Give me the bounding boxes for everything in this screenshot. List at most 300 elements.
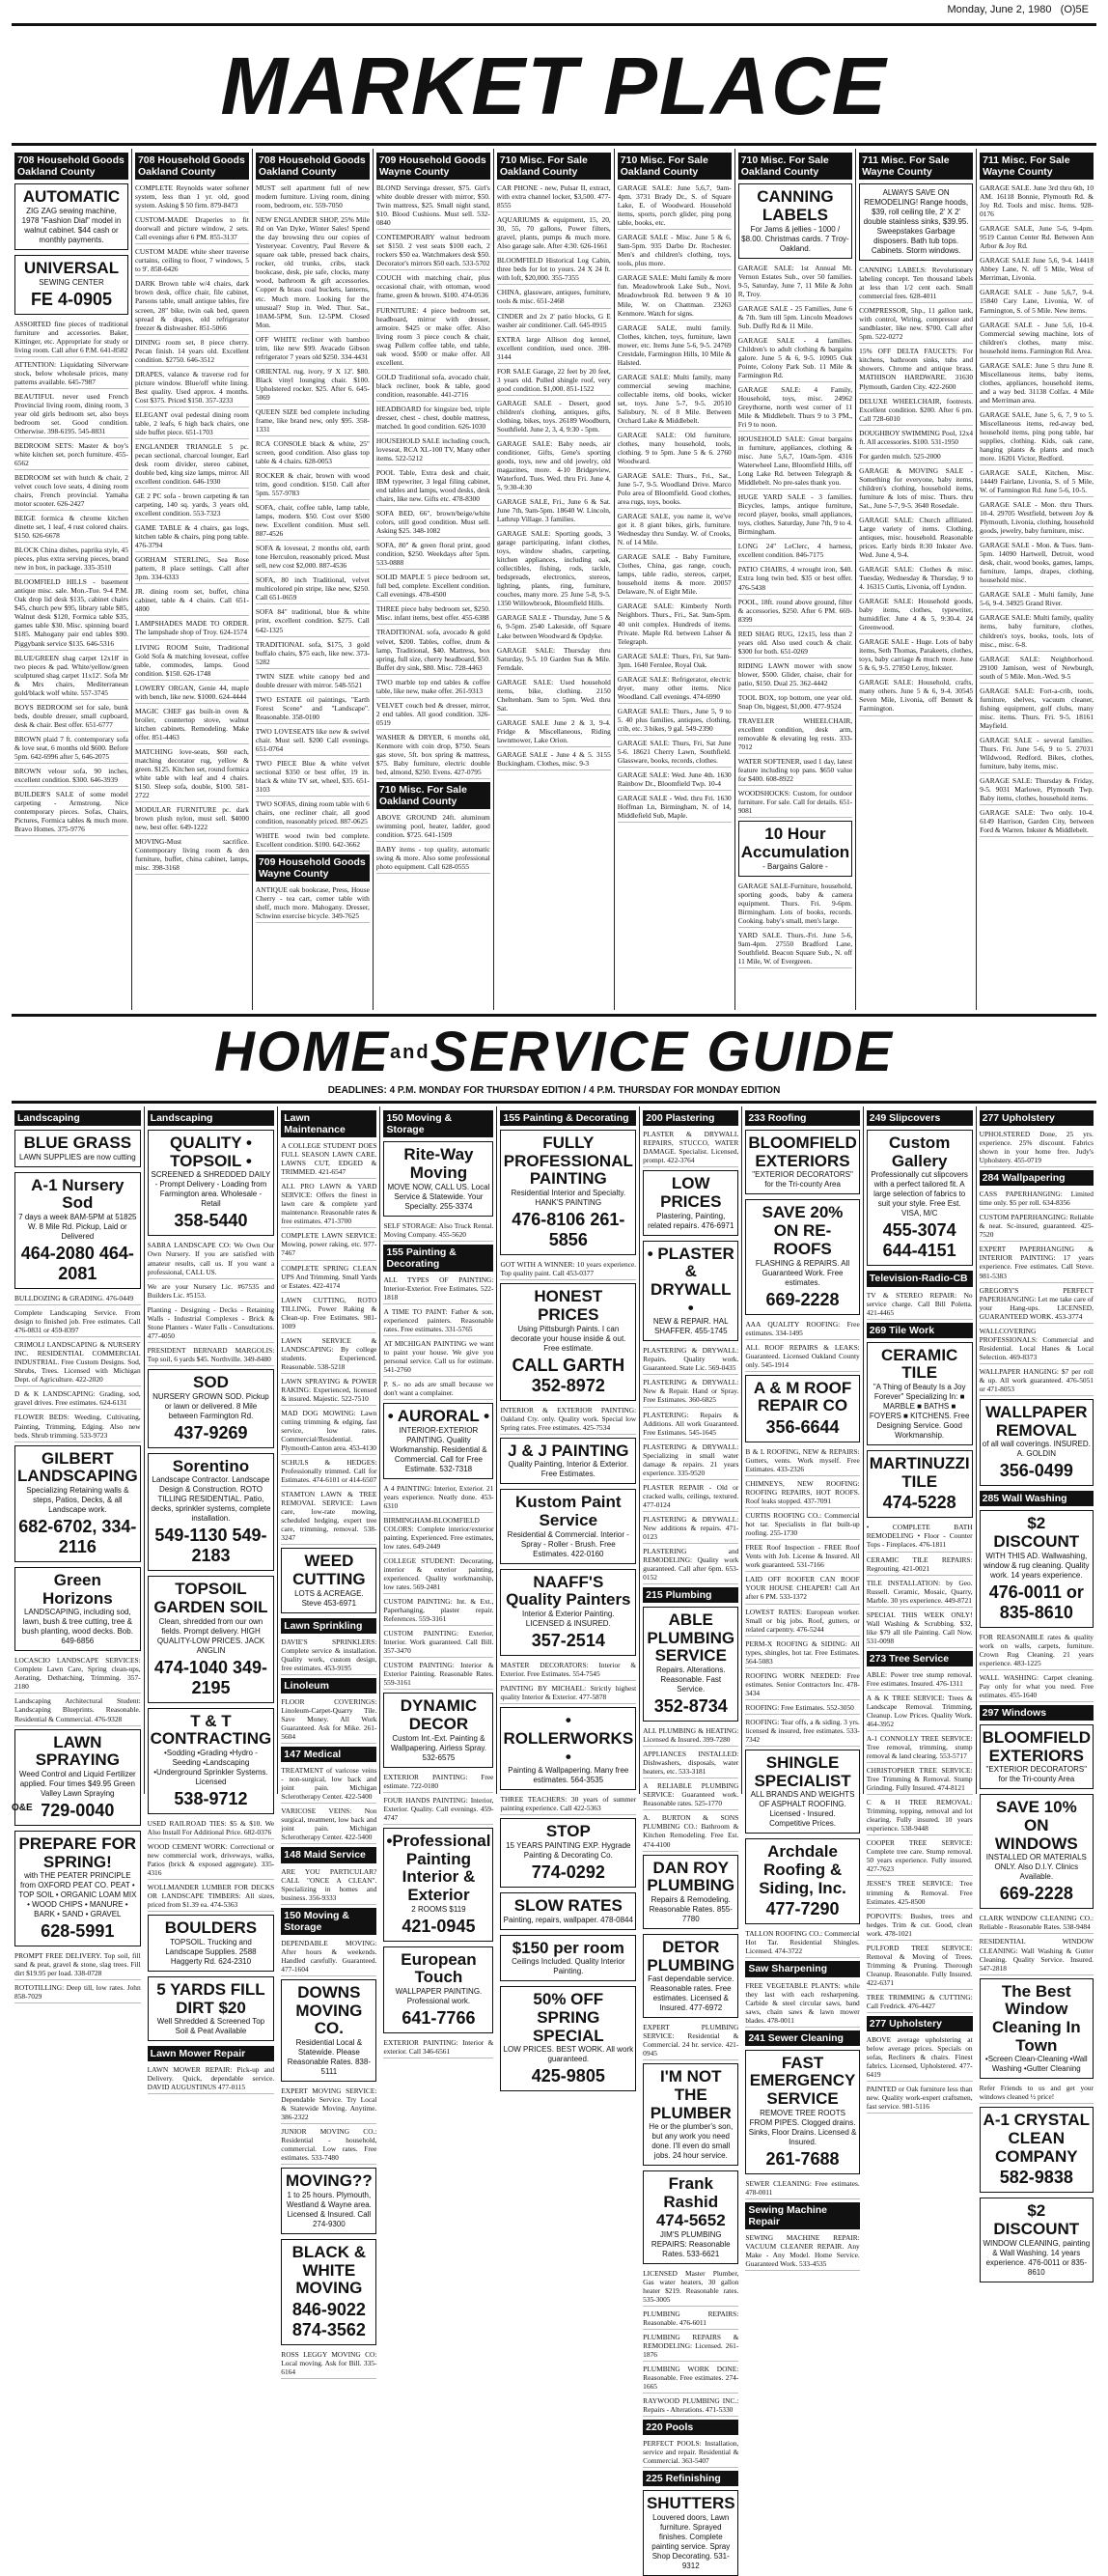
display-ad-headline: T & T CONTRACTING <box>150 1711 272 1749</box>
classified-ad: RESIDENTIAL WINDOW CLEANING: Wall Washing & Gutter Cleaning. Quality Service. Insured. 547-2818 <box>980 1937 1094 1974</box>
display-ad-text: FLASHING & REPAIRS. All Guaranteed Work. Free estimates. <box>755 1258 850 1287</box>
display-ad-text: He or the plumber's son, but any work you need done. I'll even do small jobs. 24 hour service. <box>649 2122 734 2161</box>
classified-ad: TRAVELER WHEELCHAIR, excellent condition, desk arm, removable & elevating leg rests. 333-7012 <box>738 716 852 754</box>
display-ad <box>643 1170 738 1235</box>
classified-ad: TV & STEREO REPAIR: No service charge. Call Bill Poletta. 421-4465 <box>867 1291 973 1320</box>
display-ad-phone: 669-2228 <box>999 1884 1073 1904</box>
classified-ad: GARAGE SALE: Church affiliated. Large variety of items. Clothing, antiques, misc. household. Reasonable prices. Early birds 8:30 Inkster Ave. Wed. June 4, 9-4. <box>859 516 973 562</box>
classified-ad: CUSTOM PAINTING: Exterior, Interior. Work guaranteed. Call Bill. 357-3470 <box>383 1629 493 1658</box>
classified-ad: GARAGE SALE: Refrigerator, electric dryer, many other items. Nice Woodland. Call evenings. 474-6990 <box>618 675 732 704</box>
classified-ad: LOWEST RATES: European worker. Small or big jobs. Roof, gutters, or related carpentry. 476-5244 <box>745 1608 859 1637</box>
classified-ad: DRAPES, valance & traverse rod for picture window. Blue/off white lining. Best quality. Used approx. 4 months. Cost $375. Priced $150. 357-3233 <box>135 370 249 407</box>
section-heading: Sewing Machine Repair <box>745 2202 859 2229</box>
display-ad <box>14 1130 141 1167</box>
classified-ad: P. S.- no ads are small because we don't want a complainer. <box>383 1380 493 1400</box>
classified-ad: PAINTING BY MICHAEL: Strictly highest quality Interior & Exterior. 477-5878 <box>500 1684 636 1704</box>
display-ad-headline: CERAMIC TILE <box>881 1345 958 1383</box>
classified-ad: PLASTERING & DRYWALL: Repairs. Quality work. Guaranteed. State Lic. 569-0435 <box>643 1346 738 1375</box>
classified-ad: BEDROOM set with hutch & chair, 2 velvet couch love seats, 4 dining room chairs, French provincial. Yamaha motor scooter. 626-2427 <box>14 473 128 511</box>
display-ad-text: WINDOW CLEANING, painting & Wall Washing. 14 years experience. 476-0011 or 835-8610 <box>983 2238 1091 2277</box>
display-ad-text: LAWN SUPPLIES are now cutting <box>19 1152 136 1162</box>
classified-column <box>252 149 373 1010</box>
section-heading: 710 Misc. For Sale Oakland County <box>376 782 490 809</box>
display-ad-headline: A & M ROOF REPAIR CO <box>753 1378 852 1415</box>
display-ad-phone: 549-1130 549-2183 <box>154 1526 267 1566</box>
classified-ad: ABOVE GROUND 24ft. aluminum swimming pool, heater, ladder, good condition. $725. 641-1509 <box>376 813 490 842</box>
display-ad-text: Custom Int.-Ext. Painting & Wallpapering. Airless Spray. 532-6575 <box>390 1733 487 1762</box>
section-heading: Lawn Sprinkling <box>281 1618 376 1634</box>
classified-ad: CUSTOM PAPERHANGING: Reliable & neat. Sc-insured, guaranteed. 425-7520 <box>980 1213 1094 1242</box>
classified-ad: BLOOMFIELD Historical Log Cabin, three beds for lot to yours. 24 X 24 ft. with loft, $20,000. 355-7355 <box>497 256 611 285</box>
classified-ad: QUEEN SIZE bed complete including frame, like brand new, only $95. 358-1331 <box>256 407 370 436</box>
display-ad-headline: MOVING?? <box>285 2171 373 2191</box>
display-ad <box>383 1828 493 1942</box>
classified-ad: GARAGE SALE - Desert, good children's clothing, antiques, gifts, clothing, bikes, toys. 26189 Woodburn, Southfield. June 2, 3, 4, 9:30 - 5pm. <box>497 399 611 436</box>
display-ad-text: Residential Interior and Specialty. HANK'S PAINTING <box>511 1189 626 1208</box>
display-ad <box>14 1831 141 1946</box>
classified-column <box>741 1106 862 2269</box>
classified-ad: GARAGE SALE: Wed. June 4th. 1630 Rainbow Dr., Bloomfield Twp. 10-4 <box>618 770 732 791</box>
display-ad <box>745 1199 859 1314</box>
classified-ad: DARK Brown table w/4 chairs, dark brown desk, office chair, file cabinet, Parsons table, small antique tables, fire screen, 28" bike, twin oak bed, queen spread & drapes, old refrigerator freezer & dishwasher. 851-5066 <box>135 279 249 334</box>
classified-column <box>144 1106 278 2092</box>
display-ad-headline: TOPSOIL GARDEN SOIL <box>153 1580 268 1616</box>
display-ad-headline: SOD <box>193 1372 229 1391</box>
classified-ad: PAINTED or Oak furniture less than new. Quality work-expert craftsmen, fast service. 981-5116 <box>867 2085 973 2114</box>
display-ad <box>643 1241 738 1342</box>
display-ad-text: Quality Painting, Interior & Exterior. Free Estimates. <box>508 1460 629 1479</box>
display-ad-text: LOTS & ACREAGE. Steve 453-6971 <box>294 1588 364 1608</box>
display-ad-phone: 476-0011 or 835-8610 <box>988 1582 1084 1622</box>
date-line: Monday, June 2, 1980 (O)5E <box>947 4 1089 15</box>
display-ad-text: Residential & Commercial. Interior - Spray - Roller - Brush. Free Estimates. 422-0160 <box>507 1529 629 1558</box>
classified-ad: RAYWOOD PLUMBING INC.: Repairs - Alterations. 471-5330 <box>643 2396 738 2417</box>
classified-ad: WASHER & DRYER, 6 months old, Kenmore with coin drop, $750. Sears gas stove, 5ft. box spring & mattress, $75. Baby furniture, electric double bed, almond, $250. Evens. 427-0795 <box>376 733 490 779</box>
classified-ad: GARAGE SALE: 4 Family, Household, toys, misc. 24962 Greythorne, north west corner of 11 Mile & Middlebelt. Thurs 9 to 3 PM., Fri 9 to noon. <box>738 385 852 432</box>
classified-ad: PLASTER & DRYWALL REPAIRS, STUCCO, WATER DAMAGE. Specialist. Licensed, prompt. 422-3764 <box>643 1130 738 1167</box>
classified-ad: LOCASCIO LANDSCAPE SERVICES: Complete Lawn Care, Spring clean-ups, Aerating, Dethatching, Trimming. 357-2180 <box>14 1656 141 1694</box>
display-ad-text: 1 to 25 hours. Plymouth, Westland & Wayne area. Licensed & Insured. Call 274-9300 <box>286 2190 372 2228</box>
classified-ad: COMPRESSOR, 5hp., 11 gallon tank, with control, Wiring, compressor and sandblaster, like new. $700. Call after 5pm. 522-0272 <box>859 306 973 344</box>
classified-ad: SELF STORAGE: Also Truck Rental. Moving Company. 455-5620 <box>383 1221 493 1242</box>
classified-ad: • COMPLETE BATH REMODELING • Floor - Counter Tops - Fireplaces. 476-1811 <box>867 1523 973 1552</box>
classified-ad: BUILDER'S SALE of some model carpeting - Armstrong. Nice contemporary pieces. Sofas, Chairs, Pictures, Formica tables & much more. Bravo Homes. 375-9776 <box>14 790 128 836</box>
classified-ad: SPECIAL THIS WEEK ONLY! Wall Washing & Scrubbing. $32, like $79 all tile Painting. Call Now. 531-0098 <box>867 1610 973 1648</box>
classified-ad: TWO ESTATE oil paintings, "Earth Forest Scene" and "Landscape". Reasonable. 358-0100 <box>256 695 370 724</box>
classified-ad: TILE INSTALLATION: by Geo. Russell. Ceramic, Mosaic, Quarry, Marble. 30 yrs experience. 449-8721 <box>867 1579 973 1608</box>
display-ad-headline: LAWN SPRAYING <box>35 1732 120 1770</box>
classified-ad: We are your Nursery Lic. #67535 and Builders Lic. #5153. <box>148 1282 275 1302</box>
display-ad <box>148 1130 275 1236</box>
classified-ad: DAVIE'S SPRINKLERS: Complete service & installation. Quality work, custom design, free estimates. 453-9195 <box>281 1638 376 1675</box>
display-ad-text: ALWAYS SAVE ON REMODELING! Range hoods, $39, roll ceiling tile, 2' X 2' double stainless sinks, $39.95. Sweepstakes Garbage disposers. Bath tub tops. Cabinets. Storm windows. <box>863 188 969 256</box>
classified-ad: COMPLETE SPRING CLEAN UPS And Trimming. Small Yards or Estates. 422-4174 <box>281 1264 376 1293</box>
classified-ad: COMPLETE LAWN SERVICE: Mowing, power raking, etc. 977-7467 <box>281 1231 376 1260</box>
classified-ad: LAWN SPRAYING & POWER RAKING: Experienced, licensed & insured. Majestic. 522-7510 <box>281 1377 376 1406</box>
market-columns <box>12 149 1096 1010</box>
display-ad-headline: HONEST PRICES <box>534 1287 603 1324</box>
classified-ad: CLARK WINDOW CLEANING CO.: Reliable - Reasonable Rates. 538-9484 <box>980 1914 1094 1934</box>
display-ad-headline: A-1 CRYSTAL CLEAN COMPANY <box>983 2111 1091 2166</box>
section-heading: Saw Sharpening <box>745 1961 859 1976</box>
display-ad-headline: BLACK & WHITE MOVING <box>291 2242 367 2298</box>
display-ad-text: "A Thing of Beauty Is a Joy Forever" Specializing In: ■ MARBLE ■ BATHS ■ FOYERS ■ KITCHENS. Free Designing Service. Good Workmanship. <box>869 1383 970 1441</box>
classified-ad: SOFA, 80 inch Traditional, velvet multicolored pin stripe, like new, $250. Call 651-0659 <box>256 575 370 604</box>
display-ad <box>148 1576 275 1702</box>
classified-ad: PLUMBING REPAIRS & REMODELING: Licensed. 261-1876 <box>643 2333 738 2362</box>
classified-ad: TRADITIONAL sofa, avocado & gold velvet, $200. Tables, coffee, drum & lamp, Traditional, $40. Mattress, box spring, full size, cherry headboard, $50. Buffet dry sink, $80. Misc. 728-4463 <box>376 628 490 674</box>
display-ad <box>867 1450 973 1518</box>
display-ad-phone: 476-8106 261-5856 <box>512 1210 625 1250</box>
display-ad-text: For Jams & jellies - 1000 / $8.00. Christmas cards. 7 Troy-Oakland. <box>741 224 849 253</box>
classified-ad: SEWING MACHINE REPAIR: VACUUM CLEANER REPAIR. Any Make - Any Model. Home Service. Guaranteed Work. 533-4535 <box>745 2233 859 2271</box>
classified-ad: BLOND Servinga dresser, $75. Girl's white double dresser with mirror, $50. Twin mattress, $25. Small night stand, $10. Blood Cushions. Must sell. 532-0840 <box>376 183 490 230</box>
classified-column <box>379 1106 496 2057</box>
classified-ad: FOR SALE Garage, 22 feet by 20 feet, 3 years old. Pulled shingle roof, very good condition. $1,000. 851-1522 <box>497 367 611 396</box>
display-ad-phone: 641-7766 <box>402 2008 476 2029</box>
display-ad <box>745 1130 859 1194</box>
classified-ad: Complete Landscaping Service. From design to finished job. Free estimates. Call 476-0831 or 459-8397 <box>14 1308 141 1337</box>
display-ad-text: MOVE NOW, CALL US. Local Service & Statewide. Your Specialty. 255-3374 <box>387 1182 490 1211</box>
classified-ad: GARAGE SALE - 4 families. Children's to adult clothing & bargains galore. June 5 & 6, 9-5. 10905 Oak Pointe, Colony Park Sub. 11 Mile & Farmington Rd. <box>738 336 852 382</box>
classified-ad: ALL PLUMBING & HEATING: Licensed & Insured. 399-7280 <box>643 1726 738 1747</box>
display-ad <box>383 1693 493 1767</box>
classified-ad: Planting - Designing - Decks - Retaining Walls - Industrial Complexes - Brick & Stone Planters - Water Falls - Consultations. 477-4050 <box>148 1305 275 1343</box>
display-ad <box>14 183 128 250</box>
classified-ad: LAMPSHADES MADE TO ORDER. The lampshade shop of Troy. 624-1574 <box>135 619 249 639</box>
classified-ad: EXPERT PAPERHANGING & INTERIOR PAINTING: 17 years experience. Free estimates. Call Steve. 981-5383 <box>980 1245 1094 1282</box>
display-ad-text: TOPSOIL. Trucking and Landscape Supplies. 2588 Haggerty Rd. 624-2310 <box>165 1937 257 1966</box>
display-ad-headline: BLOOMFIELD EXTERIORS <box>982 1727 1091 1765</box>
display-ad <box>281 1548 376 1612</box>
classified-ad: WOLLMANDER LUMBER FOR DECKS OR LANDSCAPE TIMBERS: All sizes, priced from $1.39 ea. 474-5363 <box>148 1883 275 1912</box>
display-ad-phone: 477-7290 <box>765 1899 840 1919</box>
classified-ad: GARAGE SALE June 5,6, 9-4. 14418 Abbey Lane, N. off 5 Mile, West of Merriman, Livonia. <box>980 256 1094 285</box>
service-top-rule <box>12 1014 1096 1017</box>
display-ad <box>980 1978 1094 2080</box>
classified-ad: WOOD CEMENT WORK: Correctional or new commercial work, driveways, walks, Patios (brick & exposed aggregate). 335-4316 <box>148 1842 275 1880</box>
classified-ad: MUST sell apartment full of new modern furniture. Living room, dining room, bedroom, etc. 559-7050 <box>256 183 370 212</box>
top-rule <box>12 23 1096 26</box>
classified-ad: RIDING LAWN mower with snow blower, $500. Glider, chaise, chair for patio, $150. Dual 25. 362-4442 <box>738 661 852 690</box>
section-heading: 277 Upholstery <box>980 1110 1094 1126</box>
classified-ad: B & L ROOFING, NEW & REPAIRS: Gutters, vents. Work myself. Free Estimates. 433-2326 <box>745 1447 859 1476</box>
footer-mark: O&E <box>12 1803 33 1813</box>
classified-ad: PERFECT POOLS: Installation, service and repair. Residential & Commercial. 363-5407 <box>643 2439 738 2468</box>
classified-ad: CURTIS ROOFING CO.: Commercial hot tar. Specialists in flat built-up roofing. 255-1730 <box>745 1511 859 1540</box>
classified-ad: ROOFING: Free Estimates. 552-3050 <box>745 1703 859 1715</box>
display-ad-headline: $2 DISCOUNT <box>993 2201 1080 2239</box>
classified-ad: SOFA & loveseat, 2 months old, earth tone Herculon, reasonably priced. Must sell, new cost $2,000. 887-4536 <box>256 544 370 573</box>
classified-ad: GARAGE SALE: Multi family, quality items, baby furniture, clothes, children's toys, books, tools, lots of misc., misc. 6-8. <box>980 613 1094 651</box>
classified-ad: ROSS LEGGY MOVING CO: Local moving. Ask for Bill. 335-6164 <box>281 2350 376 2379</box>
display-ad-phone: 628-5991 <box>41 1921 115 1942</box>
section-heading: 241 Sewer Cleaning <box>745 2030 859 2046</box>
display-ad-text: Well Shredded & Screened Top Soil & Peat Available <box>156 2017 265 2036</box>
section-heading: 273 Tree Service <box>867 1651 973 1666</box>
display-ad-headline: SLOW RATES <box>513 1896 623 1916</box>
classified-ad: JUNIOR MOVING CO.: Residential - household, commercial. Low rates. Free estimates. 533-7480 <box>281 2127 376 2165</box>
display-ad <box>738 183 852 258</box>
classified-ad: PROMPT FREE DELIVERY. Top soil, fill sand & peat, gravel & stone, slag trees. Fill dirt $19.95 per load. 338-0728 <box>14 1951 141 1980</box>
classified-ad: ENGLANDER TRIANGLE 5 pc. pecan sectional, charcoal lounger, Earl desk room divider, stereo cabinet, double bed, king size lamps, mirror. All excellent condition. 646-1930 <box>135 442 249 489</box>
display-ad-text: Plastering, Painting, related repairs. 476-6971 <box>648 1211 734 1230</box>
classified-ad: GARAGE SALE - Mon. & Tues. 9am-5pm. 14090 Hartwell, Detroit, wood desk, chair, wood books, games, lamps, furniture, lamps, drapes, clothing, household misc. <box>980 541 1094 587</box>
classified-column <box>855 149 976 1010</box>
display-ad-phone: 846-9022 874-3562 <box>291 2299 366 2339</box>
section-heading: 710 Misc. For Sale Oakland County <box>618 153 732 180</box>
display-ad-text: SCREENED & SHREDDED DAILY - Prompt Delivery - Loading from Farmington area. Wholesale - Retail <box>151 1170 271 1209</box>
display-ad <box>148 1976 275 2041</box>
section-heading: 710 Misc. For Sale Oakland County <box>738 153 852 180</box>
classified-ad: MODULAR FURNITURE pc. dark brown plush nylon, must sell. $4000 new, best offer. 649-1222 <box>135 805 249 834</box>
display-ad-headline: AUTOMATIC <box>22 187 121 207</box>
classified-ad: CAR PHONE - new, Pulsar II, extract, with extra channel locker, $3,500. 477-8555 <box>497 183 611 212</box>
classified-ad: COOPER TREE SERVICE: Complete tree care. Stump removal. 50 years experience. Fully insured. 427-7623 <box>867 1838 973 1876</box>
display-ad-headline: WALLPAPER REMOVAL <box>985 1402 1088 1440</box>
display-ad-phone: 474-1040 349-2195 <box>153 1657 268 1697</box>
classified-ad: ABOVE average upholstering at below average prices. Specials on sofas, Recliners & chairs. Finest fabrics. Licensed, Upholstered. 477-6419 <box>867 2035 973 2082</box>
section-heading: 150 Moving & Storage <box>281 1908 376 1935</box>
classified-ad: ALL PRO LAWN & YARD SERVICE: Offers the finest in lawn care & complete yard maintenance. Reasonable rates & free estimates. 471-3700 <box>281 1182 376 1228</box>
classified-ad: GARAGE SALE, multi family. Clothes, kitchen, toys, furniture, lawn mower, etc. Items June 5-6, 9-5. 24769 Crestdale, Farmington Hills, 10 Mile & Halsted. <box>618 323 732 370</box>
classified-ad: For garden mulch. 525-2000 <box>859 452 973 463</box>
display-ad-headline: A-1 Nursery Sod <box>31 1175 125 1213</box>
display-ad-headline: •Professional Painting Interior & Exterior <box>386 1831 491 1904</box>
section-heading: Linoleum <box>281 1678 376 1694</box>
display-ad-phone: 538-9712 <box>174 1788 248 1808</box>
display-ad-phone: 474-5228 <box>882 1493 956 1513</box>
display-ad-headline: FAST EMERGENCY SERVICE <box>749 2053 856 2109</box>
display-ad-headline: Green Horizons <box>42 1570 113 1608</box>
classified-ad: PLASTER REPAIR - Old or cracked walls, ceilings, textured. 477-0124 <box>643 1483 738 1512</box>
display-ad-headline: • ROLLERWORKS • <box>503 1711 634 1766</box>
display-ad <box>643 1855 738 1929</box>
classified-ad: GARAGE SALE - Mon. thru Thurs. 10-4. 29705 Westfield, between Joy & Plymouth, Livonia, clothing, household goods, jewelry, baby furniture, misc. <box>980 500 1094 538</box>
classified-ad: GARAGE SALE - Wed. thru Fri. 1630 Hoffman Ln, Birmingham, N. of 14, Middlefield Sub, Maple. <box>618 794 732 823</box>
classified-ad: ABLE: Power tree stump removal. Free estimates. Insured. 476-1311 <box>867 1670 973 1691</box>
display-ad-phone: 421-0945 <box>402 1916 476 1936</box>
classified-ad: JESSE'S TREE SERVICE: Tree trimming & Removal. Free Estimates. 425-8500 <box>867 1879 973 1908</box>
classified-ad: HEADBOARD for kingsize bed, triple dresser, chest - chest, double mattress, matched. In good condition. 626-1030 <box>376 405 490 434</box>
classified-ad: LICENSED Master Plumber, Gas water heaters, 30 gallon heater $219. Reasonable rates. 535-3005 <box>643 2269 738 2307</box>
classified-column <box>496 1106 639 2086</box>
display-ad-headline: 10 Hour Accumulation <box>740 825 850 861</box>
service-rule <box>12 1101 1096 1104</box>
display-ad-headline: CANNING LABELS <box>757 187 834 224</box>
classified-ad: LOWERY ORGAN, Genie 44, maple with bench, like new. $1000. 624-4444 <box>135 684 249 704</box>
classified-ad: GARAGE SALE: Two only. 10-4. 6149 Harrison, Garden City, between Ford & Warren. Inkster & Middlebelt. <box>980 808 1094 837</box>
classified-ad: TREE TRIMMING & CUTTING: Call Fredrick. 476-4427 <box>867 1993 973 2013</box>
classified-ad: COMPLETE Reynolds water softener system, less than 1 yr. old, good system. Asking $ 50 firm. 879-8473 <box>135 183 249 212</box>
classified-ad: YARD SALE. Thurs.-Fri. June 5-6, 9am-4pm. 27550 Bradford Lane, Southfield. Beacon Square Sub., N. off 11 Mile, W. of Evergreen. <box>738 931 852 968</box>
classified-ad: PLUMBING REPAIRS: Reasonable. 476-6011 <box>643 2310 738 2330</box>
classified-column <box>277 1106 379 2377</box>
classified-ad: PLASTERING and REMODELING: Quality work guaranteed. Call after 6pm. 653-0152 <box>643 1547 738 1584</box>
classified-ad: EXTRA large Allison dog kennel, excellent condition, used once. 398-3144 <box>497 335 611 364</box>
display-ad-text: ZIG ZAG sewing machine, 1978 "Fashion Dial" model in walnut cabinet. $44 cash or monthly payments. <box>21 206 122 244</box>
display-ad-headline: Kustom Paint Service <box>515 1493 622 1530</box>
classified-ad: GARAGE SALE: Thursday & Friday, 9-5. 9031 Marlowe, Plymouth Twp. Baby items, clothes, household items. <box>980 776 1094 805</box>
display-ad-headline: J & J PAINTING <box>508 1441 629 1460</box>
display-ad <box>643 1934 738 2018</box>
classified-ad: LAID OFF ROOFER CAN ROOF YOUR HOUSE CHEAPER! Call Art after 6 PM. 533-1372 <box>745 1575 859 1604</box>
market-place-title: MARKET PLACE <box>220 41 888 131</box>
display-ad <box>148 1453 275 1572</box>
classified-ad: Landscaping Architectural Student: Landscaping Blueprints. Reasonable. Residential & Commercial. 476-9328 <box>14 1696 141 1725</box>
display-ad-text: NEW & REPAIR. HAL SHAFFER. 455-1745 <box>652 1317 729 1336</box>
section-heading: 277 Upholstery <box>867 2016 973 2031</box>
classified-ad: DOUGHBOY SWIMMING Pool, 12x4 ft. All accessories. $100. 531-1950 <box>859 429 973 449</box>
classified-ad: PLUMBING WORK DONE: Reasonable. Free estimates. 274-1665 <box>643 2365 738 2394</box>
section-heading: 155 Painting & Decorating <box>383 1245 493 1272</box>
section-heading: 285 Wall Washing <box>980 1491 1094 1506</box>
classified-ad: GARAGE SALE: Fort-a-crib, tools, furniture, shelves, vacuum cleaner, fishing equipment, golf clubs, many misc. items. Thurs. Fri. 9-5. 18161 Mayfield. <box>980 686 1094 733</box>
display-ad <box>500 1489 636 1563</box>
display-ad-headline: SAVE 20% ON RE-ROOFS <box>762 1203 844 1258</box>
classified-ad: DEPENDABLE MOVING: After hours & weekends. Handled carefully. Guaranteed. 477-1604 <box>281 1939 376 1976</box>
classified-ad: RED SHAG RUG, 12x15, less than 2 years old. Also used couch & chair. $300 for both. 651-0269 <box>738 630 852 658</box>
classified-ad: A & K TREE SERVICE: Trees & Landscape Removal. Trimming, Cleanup. Low Prices. Quality Work. 464-3952 <box>867 1694 973 1731</box>
classified-ad: GARAGE SALE - June 4 & 5. 3155 Buckingham. Clothes, misc. 9-3 <box>497 750 611 770</box>
classified-ad: GARAGE SALE: Used household items, bike, clothing. 2150 Cheltenham. 9am to 5pm. Wed. thru Sat. <box>497 678 611 715</box>
classified-ad: SOLID MAPLE 5 piece bedroom set, full bed, complete. Excellent condition. Call evenings. 478-4500 <box>376 573 490 602</box>
classified-ad: GARAGE & MOVING SALE - Something for everyone, baby items, children's clothing, household items, furniture & lots of misc. Thurs. thru Sat., June 5-7, 9-5. 3640 Rosedale. <box>859 466 973 513</box>
classified-ad: ROOFING WORK NEEDED: Free estimates. Senior Contractors Inc. 478-3434 <box>745 1671 859 1700</box>
display-ad-phone: 357-2514 <box>531 1631 605 1651</box>
classified-ad: GARAGE SALE: Baby needs, air conditioner, Gifts, Gene's sporting goods, toys, new and old jewelry, old magazines, more. 4-10 Bridgeview, Waterford. Tues. Wed. thru Fri. June 4, 5, 9:30-4:30 <box>497 439 611 494</box>
display-ad-headline: Frank Rashid 474-5652 <box>655 2174 726 2229</box>
classified-column <box>863 1106 976 2112</box>
section-heading: 710 Misc. For Sale Oakland County <box>497 153 611 180</box>
section-heading: 711 Misc. For Sale Wayne County <box>859 153 973 180</box>
classified-ad: CASS PAPERHANGING: Limited time only. $5 per roll. 634-8356 <box>980 1190 1094 1210</box>
classified-ad: HUGE YARD SALE - 3 families. Bicycles, lamps, antique furniture, record player, books, small appliances, toys, clothes. Saturday, June 7th, 9 to 4. Birmingham. <box>738 492 852 539</box>
section-heading: 225 Refinishing <box>643 2471 738 2486</box>
classified-ad: A. BURTON & SONS PLUMBING CO.: Bathroom & Kitchen Remodeling. Free Est. 474-4100 <box>643 1813 738 1851</box>
classified-ad: GARAGE SALE: Thurs, Fri, Sat June 5-6. 18621 Cherry Lawn, Southfield. Glassware, books, records, clothes. <box>618 739 732 768</box>
section-heading: 200 Plastering <box>643 1110 738 1126</box>
section-heading: 284 Wallpapering <box>980 1170 1094 1186</box>
display-ad <box>500 1438 636 1485</box>
section-heading: Lawn Maintenance <box>281 1110 376 1137</box>
display-ad-text: LOW PRICES. BEST WORK. All work guaranteed. <box>503 2045 634 2064</box>
display-ad-text: Weed Control and Liquid Fertilizer applied. Four times $49.95 Green Valley Lawn Spraying <box>18 1769 136 1798</box>
display-ad-phone: 356-0499 <box>999 1461 1073 1481</box>
classified-ad: SOFA, chair, coffee table, lamp table, lamps, modern. $50. Cost over $500 new. Excellent condition. Must sell. 887-4526 <box>256 503 370 541</box>
display-ad-text: •Sodding •Grading •Hydro - Seeding •Landscaping •Underground Sprinkler Systems. Licensed <box>153 1748 268 1786</box>
classified-ad: HOUSEHOLD SALE including couch, loveseat, RCA XL-100 TV, Many other items. 522-5212 <box>376 436 490 465</box>
classified-ad: GARAGE SALE: Household goods, baby items, clothes, typewriter, humidifier. June 4 & 5, 9:30-4. 24 Greenwood. <box>859 597 973 634</box>
display-ad <box>867 1342 973 1445</box>
classified-ad: SOFA, 80" & green floral print, good condition, $250. Weekdays after 5pm. 533-0888 <box>376 541 490 570</box>
classified-ad: 15% OFF DELTA FAUCETS: For kitchens, bathroom sinks, tubs and showers. Chrome and antique brass. MATHISON HARDWARE. 31630 Plymouth, Garden City. 422-2600 <box>859 347 973 393</box>
classified-ad: GARAGE SALE: Neighborhood. 29100 Jamison, west of Newburgh, south of 5 Mile. Mon.-Wed. 9-5 <box>980 655 1094 684</box>
classified-ad: BROWN velour sofa, 90 inches, excellent condition. $300. 646-3939 <box>14 767 128 787</box>
display-ad-text: Repairs & Remodeling. Reasonable Rates. 855-7780 <box>649 1894 733 1923</box>
classified-ad: CINDER and 2x 2' patio blocks, G E washer air conditioner. Call. 645-0915 <box>497 312 611 332</box>
display-ad-headline: The Best Window Cleaning In Town <box>991 1981 1081 2055</box>
display-ad-headline: Rite-Way Moving <box>403 1145 474 1182</box>
display-ad-headline: BLUE GRASS <box>23 1134 132 1153</box>
display-ad-headline: WEED CUTTING <box>292 1552 366 1589</box>
classified-column <box>12 149 131 1010</box>
classified-ad: AQUARIUMS & equipment, 15, 20, 30, 55, 70 gallons, Power filters, gravel, plants, pumps & much more. Also garage sale. After 4:30. 626-1661 <box>497 215 611 253</box>
classified-ad: BROWN plaid 7 ft. contemporary sofa & love seat, 6 months old $600. Before 5pm. 642-6996 after 5, 646-2075 <box>14 735 128 764</box>
section-heading: 215 Plumbing <box>643 1587 738 1603</box>
display-ad-headline: SHINGLE SPECIALIST <box>754 1752 851 1790</box>
display-ad-headline: $150 per room <box>512 1938 624 1957</box>
display-ad-headline: BOULDERS <box>164 1918 258 1938</box>
section-heading: Landscaping <box>14 1110 141 1126</box>
display-ad-headline: GILBERT LANDSCAPING <box>17 1448 138 1486</box>
display-ad <box>867 1130 973 1266</box>
display-ad-text: Clean, shredded from our own fields. Prompt delivery. HIGH QUALITY-LOW PRICES. JACK ANGLIN <box>156 1616 265 1655</box>
classified-ad: GORHAM STERLING, Sea Rose pattern, 8 place settings. Call after 3pm. 334-6333 <box>135 555 249 584</box>
display-ad-phone: 682-6702, 334-2116 <box>18 1516 137 1556</box>
classified-ad: ASSORTED fine pieces of traditional furniture and accessories. Baker, Kittinger, etc. Appropriate for study or living room. Call after 6 P.M. 641-8582 <box>14 320 128 357</box>
classified-ad: INTERIOR & EXTERIOR PAINTING: Oakland Cty. only. Quality work. Special low Spring rates. Free estimates. 425-7534 <box>500 1406 636 1435</box>
display-ad-headline: SHUTTERS <box>646 2494 735 2513</box>
display-ad <box>745 1838 859 1924</box>
display-ad-text: WITH THIS AD. Wallwashing, window & rug cleaning. Quality work. 14 years experience. <box>983 1551 1090 1580</box>
classified-ad: AAA QUALITY ROOFING: Free estimates. 334-1495 <box>745 1320 859 1340</box>
display-ad-headline: European Touch <box>401 1949 477 1987</box>
classified-ad: GARAGE SALE: Clothes & misc. Tuesday, Wednesday & Thursday, 9 to 4. 16315 Curtis, Livonia, off Lyndon. <box>859 565 973 594</box>
display-ad <box>14 1445 141 1562</box>
classified-ad: GARAGE SALE - June 5,6,7, 9-4. 15840 Cary Lane, Livonia, W. of Farmington, S. of 5 Mile. New items. <box>980 288 1094 317</box>
classified-column <box>614 149 734 1010</box>
classified-ad: WALLPAPER HANGING: $7 per roll & up. All work guaranteed. 476-5051 or 471-8053 <box>980 1367 1094 1396</box>
classified-ad: GARAGE SALE - several families. Thurs. Fri. June 5-6, 9 to 5. 27031 Wildwood, Redford. Bikes, clothes, furniture, baby items, misc. <box>980 736 1094 773</box>
section-heading: 155 Painting & Decorating <box>500 1110 636 1126</box>
display-ad-text: Residential Local & Statewide. Please Reasonable Rates. 838-5111 <box>287 2037 371 2076</box>
classified-ad: HOUSEHOLD SALE: Great bargains in furniture, appliances, clothing & misc. June 5,6,7, 10am-5pm. 4316 Waterwheel Lane, Bloomfield Hills, off Long Lake Rd. between Telegraph & Middlebelt. No pre-sales thank you. <box>738 434 852 490</box>
classified-ad: WALLCOVERING PROFESSIONALS: Commercial and Residential. Local Hanes & Local Selection. 469-8373 <box>980 1327 1094 1364</box>
classified-ad: BULLDOZING & GRADING. 476-0449 <box>14 1294 141 1305</box>
classified-ad: PLASTERING: Repairs & Additions. All work Guaranteed. Free Estimates. 545-1645 <box>643 1411 738 1440</box>
classified-ad: AT MICHIGAN PAINTING we want to paint your house. We give you personal service. Call us for estimate. 541-2760 <box>383 1339 493 1377</box>
classified-ad: MOVING-Must sacrifice. Contemporary living room & den furniture, buffet, china cabinet, lamps, misc. 398-3168 <box>135 837 249 875</box>
classified-ad: GARAGE SALE: June 5 thru June 8. Miscellaneous items, baby items, clothes, appliances, household items, and a way bed. 31138 Colfax. 4 Mile and Merriman area. <box>980 361 1094 407</box>
classified-ad: TWO PIECE Blue & white velvet sectional $350 or best offer, 19 in. black & white TV set, wheel, $35. 651-3103 <box>256 759 370 797</box>
classified-ad: GARAGE SALE: 1st Annual Mt. Vernon Estates Sub., over 50 families. 9-5, Saturday, June 7, 11 Mile & John R, Troy. <box>738 264 852 301</box>
display-ad-text: - Bargains Galore - <box>762 861 828 871</box>
display-ad-headline: DAN ROY PLUMBING <box>647 1858 735 1895</box>
display-ad <box>980 1510 1094 1627</box>
classified-ad: GARAGE SALE: Thurs., June 5, 9 to 5. 40 plus families, antiques, clothing, crib, etc. 3 bikes, 9 gal. 549-2390 <box>618 707 732 736</box>
classified-ad: GARAGE SALE: Kimberly North Neighbors. Thurs., Fri., Sat. 9am-5pm. 40 unit complex. Hundreds of items. Private. Maple Rd. between Lahser & Telegraph. <box>618 602 732 648</box>
classified-column <box>976 149 1096 1010</box>
classified-ad: ANTIQUE oak bookcase, Press, House Cherry - tea cart, corner table with shelf, much more. Mahogany. Dresser, Schwinn exercise bicycle. 349-7625 <box>256 885 370 923</box>
display-ad-text: Louvered doors, Lawn furniture. Sprayed finishes. Complete painting service. Spray Shop Decorating. 531-9312 <box>651 2512 731 2570</box>
classified-ad: TWIN SIZE white canopy bed and double dresser with mirror. 548-5521 <box>256 672 370 692</box>
classified-column <box>493 149 614 1010</box>
display-ad-headline: ABLE PLUMBING SERVICE <box>647 1610 735 1666</box>
display-ad <box>500 1986 636 2091</box>
classified-ad: ARE YOU PARTICULAR? CALL "ONCE A CLEAN". Specializing in homes and business. 356-9333 <box>281 1867 376 1905</box>
classified-ad: GARAGE SALE - Baby Furniture, Clothes, China, gas range, couch, lamps, table radio, stereos, carpet, household items & more. 20057 Delaware, N. of Eight Mile. <box>618 552 732 599</box>
display-ad-phone: 669-2228 <box>765 1289 840 1309</box>
display-ad-headline: MARTINUZZI TILE <box>869 1454 970 1491</box>
classified-ad: ROCKER & chair, brown with wood trim, good condition. $150. Call after 5pm. 557-9783 <box>256 471 370 500</box>
classified-ad: GARAGE SALE: Old furniture, clothes, many household, tools, clothing. 9 to 5pm. June 5 & 6. 2760 Woodward. <box>618 431 732 468</box>
classified-ad: PERM-X ROOFING & SIDING: All types, shingles, hot tar. Free Estimates. 564-5083 <box>745 1639 859 1668</box>
classified-ad: COLLEGE STUDENT: Decorating, interior & exterior painting, experienced. Quality workmanship, low rates. 569-2481 <box>383 1556 493 1594</box>
display-ad-text: Professionally cut slipcovers with a perfect tailored fit. A large selection of fabrics to suit your style. Free Est. VISA, M/C <box>871 1170 968 1218</box>
display-ad-headline: NAAFF'S Quality Painters <box>506 1572 631 1610</box>
classified-ad: GARAGE SALE: June 5,6,7, 9am-4pm. 3731 Brady Dr., S. of Square Lake, E. of Woodward. Household items, sports, porch glider, ping pong table, books, etc. <box>618 183 732 230</box>
